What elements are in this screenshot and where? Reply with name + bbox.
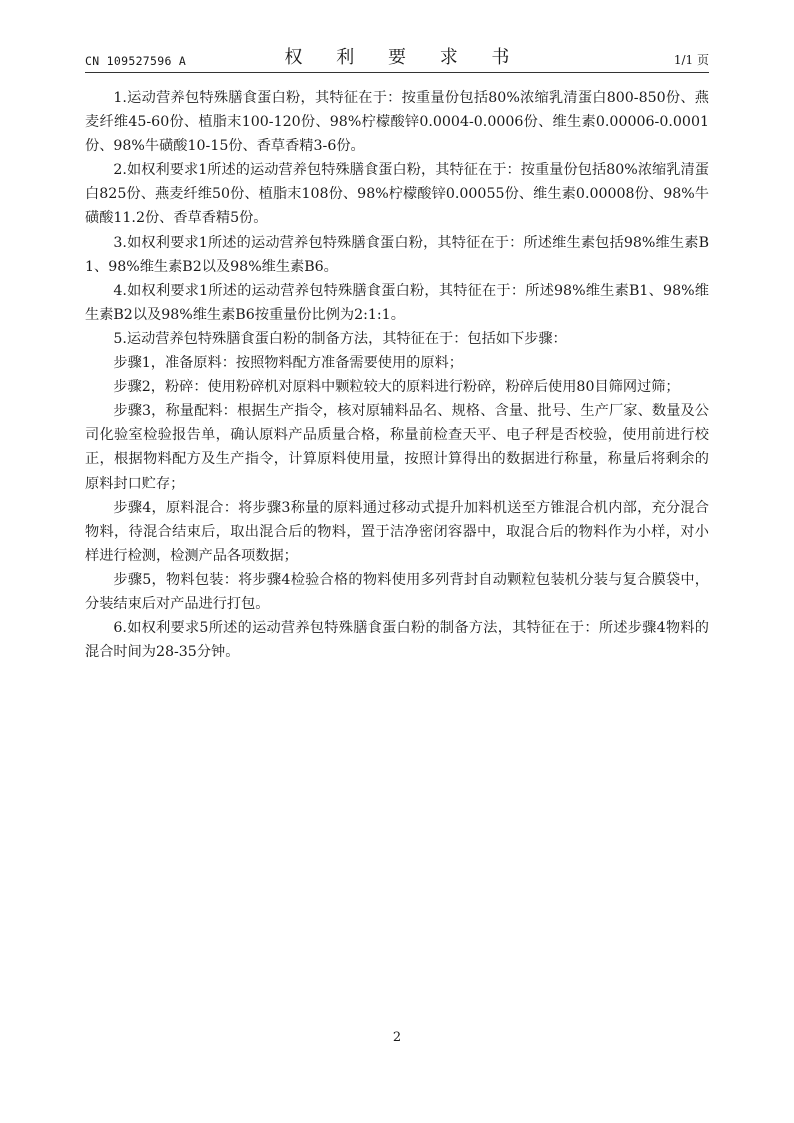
document-title: 权 利 要 求 书 (284, 47, 524, 68)
claim-paragraph: 3.如权利要求1所述的运动营养包特殊膳食蛋白粉，其特征在于：所述维生素包括98%维生素B1、98%维生素B2以及98%维生素B6。 (85, 234, 709, 275)
claim-paragraph: 5.运动营养包特殊膳食蛋白粉的制备方法，其特征在于：包括如下步骤： (113, 330, 567, 347)
claim-step: 步骤4，原料混合：将步骤3称量的原料通过移动式提升加料机送至方锥混合机内部，充分混合物料，待混合结束后，取出混合后的物料，置于洁净密闭容器中，取混合后的物料作为小样，对小样进行检测，检测产品各项数据； (85, 499, 709, 564)
claim-paragraph: 2.如权利要求1所述的运动营养包特殊膳食蛋白粉，其特征在于：按重量份包括80%浓缩乳清蛋白825份、燕麦纤维50份、植脂末108份、98%柠檬酸锌0.00055份、维生素0.00008份、98%牛磺酸11.2份、香草香精5份。 (85, 162, 709, 227)
page-count: 1/1 页 (673, 53, 709, 67)
publication-number: CN 109527596 A (85, 54, 187, 68)
claim-paragraph: 6.如权利要求5所述的运动营养包特殊膳食蛋白粉的制备方法，其特征在于：所述步骤4物料的混合时间为28-35分钟。 (85, 620, 709, 661)
claim-step: 步骤2，粉碎：使用粉碎机对原料中颗粒较大的原料进行粉碎，粉碎后使用80目筛网过筛； (113, 379, 680, 396)
page-header (85, 46, 709, 72)
claim-step: 步骤3，称量配料：根据生产指令，核对原辅料品名、规格、含量、批号、生产厂家、数量及公司化验室检验报告单，确认原料产品质量合格，称量前检查天平、电子秤是否校验，使用前进行校正，根据物料配方及生产指令，计算原料使用量，按照计算得出的数据进行称量，称量后将剩余的原料封口贮存； (85, 403, 709, 492)
claims-body (85, 86, 709, 664)
claim-paragraph: 1.运动营养包特殊膳食蛋白粉，其特征在于：按重量份包括80%浓缩乳清蛋白800-850份、燕麦纤维45-60份、植脂末100-120份、98%柠檬酸锌0.0004-0.0006份、维生素0.00006-0.0001份、98%牛磺酸10-15份、香草香精3-6份。 (85, 90, 709, 155)
page-number: 2 (392, 1030, 402, 1045)
header-divider (85, 72, 709, 73)
claim-step: 步骤1，准备原料：按照物料配方准备需要使用的原料； (113, 355, 463, 372)
claim-step: 步骤5，物料包装：将步骤4检验合格的物料使用多列背封自动颗粒包装机分装与复合膜袋中，分装结束后对产品进行打包。 (85, 571, 709, 612)
claim-paragraph: 4.如权利要求1所述的运动营养包特殊膳食蛋白粉，其特征在于：所述98%维生素B1、98%维生素B2以及98%维生素B6按重量份比例为2:1:1。 (85, 282, 709, 323)
